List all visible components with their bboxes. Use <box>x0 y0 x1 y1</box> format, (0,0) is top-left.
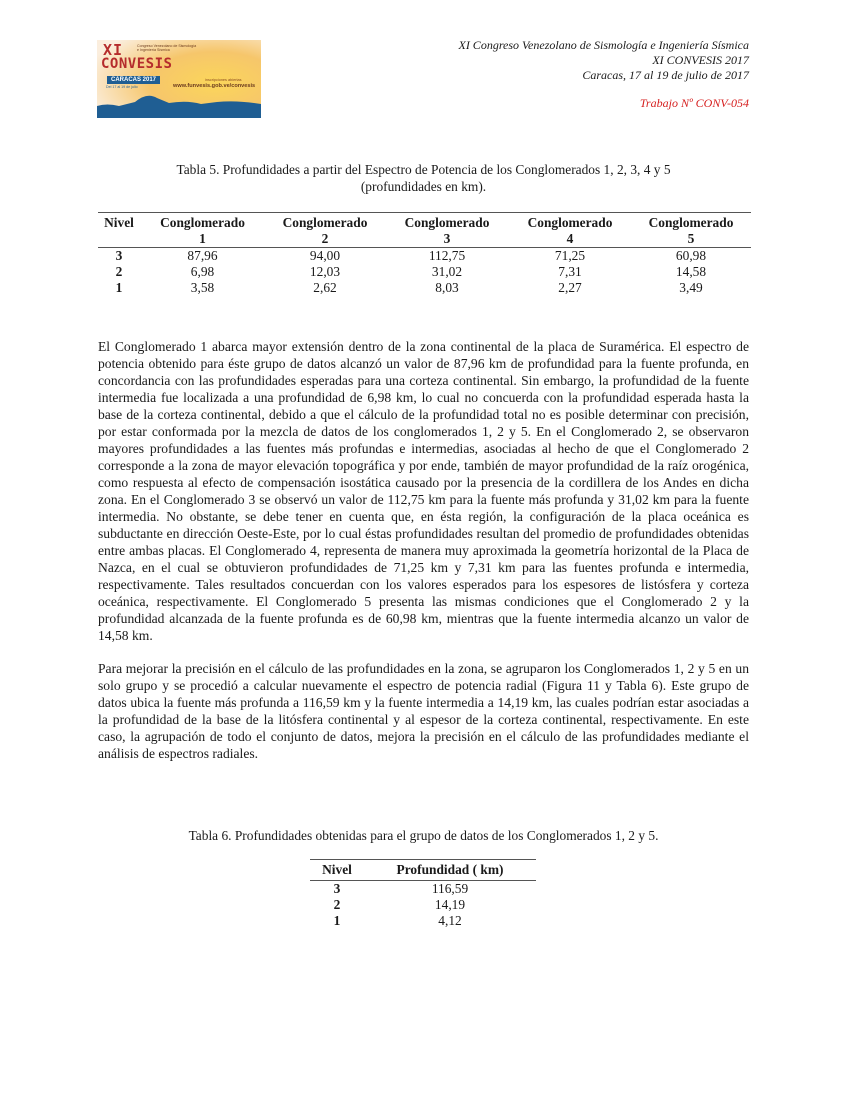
body-text <box>98 338 749 778</box>
table-row <box>310 897 536 913</box>
table6-header-cell: Profundidad ( km) <box>396 862 504 877</box>
header-place-date: Caracas, 17 al 19 de julio de 2017 <box>582 68 749 82</box>
table5-header-cell: Conglomerado 3 <box>404 215 490 246</box>
table-row <box>98 248 751 265</box>
table6-cell: 14,19 <box>434 897 466 912</box>
table5-header-cell: Conglomerado 1 <box>160 215 245 246</box>
table5-cell: 14,58 <box>675 264 707 279</box>
table5-cell: 2 <box>115 264 123 279</box>
table5-caption-line2: (profundidades en km). <box>360 179 487 194</box>
logo-dates: Del 17 al 19 de julio <box>106 85 138 89</box>
table5-cell: 71,25 <box>554 248 586 263</box>
table5-cell: 112,75 <box>428 248 466 263</box>
header-work-code: Trabajo Nº CONV-054 <box>639 96 749 110</box>
page-header <box>458 38 749 111</box>
table-row <box>310 881 536 898</box>
logo-city-badge: CARACAS 2017 <box>107 76 160 84</box>
table5-cell: 60,98 <box>675 248 707 263</box>
header-edition: XI CONVESIS 2017 <box>652 53 749 67</box>
table5-cell: 6,98 <box>190 264 215 279</box>
table6-header-row <box>310 860 536 881</box>
table6-header-cell: Nivel <box>322 862 352 877</box>
convesis-logo <box>97 40 261 118</box>
table-row <box>98 280 751 296</box>
logo-inscriptions: inscripciones abiertas <box>205 78 242 82</box>
paragraph: Para mejorar la precisión en el cálculo de las profundidades en la zona, se agruparon los Conglomerados 1, 2 y 5 en un solo grupo y se procedió a calcular nuevamente el espectro de potencia radial (Figura 11 y Tabla 6). Este grupo de datos ubica la fuente más profunda a 116,59 km y la fuente intermedia a 14,19 km, las cuales podrían estar asociadas a la profundidad de la base de la litósfera continental y al espesor de la corteza continental, respectivamente. En este caso, la agrupación de todo el conjunto de datos, mejora la precisión en el cálculo de las profundidades mediante el análisis de espectros radiales. <box>98 661 749 761</box>
table5-cell: 7,31 <box>558 264 582 279</box>
table5-caption-line1: Tabla 5. Profundidades a partir del Espectro de Potencia de los Conglomerados 1, 2, 3, 4 y 5 <box>176 162 671 177</box>
table-row <box>310 913 536 929</box>
table6-cell: 1 <box>333 913 341 928</box>
table5-header-cell: Nivel <box>104 215 134 230</box>
table5-cell: 3,49 <box>679 280 703 295</box>
table5-cell: 94,00 <box>309 248 341 263</box>
table5-caption <box>98 161 749 195</box>
table5-header-cell: Conglomerado 5 <box>648 215 734 246</box>
logo-roman-numeral: XI <box>103 41 124 59</box>
logo-tagline: Congreso Venezolano de Sismología e Ingeniería Sísmica <box>137 44 197 53</box>
table6-cell: 4,12 <box>438 913 462 928</box>
table6-caption: Tabla 6. Profundidades obtenidas para el grupo de datos de los Conglomerados 1, 2 y 5. <box>188 828 659 843</box>
table5-cell: 2,62 <box>313 280 337 295</box>
table5-header-row <box>98 213 751 248</box>
table5-header-cell: Conglomerado 2 <box>282 215 368 246</box>
table5-header-cell: Conglomerado 4 <box>527 215 613 246</box>
table5-cell: 3,58 <box>190 280 215 295</box>
table5-cell: 1 <box>115 280 123 295</box>
logo-wordmark: CONVESIS <box>101 56 173 72</box>
table5-cell: 87,96 <box>187 248 218 263</box>
header-congress: XI Congreso Venezolano de Sismología e Ingeniería Sísmica <box>458 38 749 52</box>
table5-cell: 31,02 <box>431 264 463 279</box>
table6 <box>310 859 536 929</box>
table5 <box>98 212 751 296</box>
table5-cell: 3 <box>115 248 123 263</box>
table6-cell: 116,59 <box>431 881 469 896</box>
table-row <box>98 264 751 280</box>
table6-cell: 2 <box>333 897 341 912</box>
table5-cell: 8,03 <box>435 280 459 295</box>
table5-cell: 2,27 <box>558 280 582 295</box>
table5-cell: 12,03 <box>309 264 341 279</box>
paragraph: El Conglomerado 1 abarca mayor extensión dentro de la zona continental de la placa de Suramérica. El espectro de potencia obtenido para éste grupo de datos alcanzó un valor de 87,96 km de profundidad para la fuente profunda, en concordancia con las profundidades esperadas para una corteza continental. Sin embargo, la profundidad de la fuente intermedia fue localizada a una profundidad de 6,98 km, lo cual no concuerda con la profundidad esperada hasta la base de la corteza continental, debido a que el cálculo de la profundidad total no es posible determinar con precisión, por estar conformada por la mezcla de datos de los conglomerados 1, 2 y 5. En el Conglomerado 2, se observaron mayores profundidades a las fuentes más profundas e intermedias, asociadas al hecho de que el Conglomerado 2 corresponde a la zona de mayor elevación topográfica y por ende, también de mayor profundidad de la raíz orogénica, como respuesta al efecto de compensación isostática causado por la presencia de la cordillera de los Andes en dicha zona. En el Conglomerado 3 se observó un valor de 112,75 km para la fuente más profunda y 31,02 km para la fuente intermedia. No obstante, se debe tener en cuenta que, en ésta región, la configuración de la placa oceánica es subductante en dirección Oeste-Este, por lo cual éstas profundidades resultan del promedio de profundidades obtenidas entre ambas placas. El Conglomerado 4, representa de manera muy aproximada la geometría horizontal de la Placa de Nazca, en el cual se obtuvieron profundidades de 71,25 km y 7,31 km para las fuentes profunda e intermedia, respectivamente. Tales resultados concuerdan con los valores esperados para los espesores de listósfera y corteza oceánica, respectivamente. El Conglomerado 5 presenta las mismas condiciones que el Conglomerado 2 y la profundidad alcanzada de la fuente profunda es de 60,98 km, mientras que la fuente intermedia alcanzo un valor de 14,58 km. <box>98 339 749 643</box>
logo-url: www.funvesis.gob.ve/convesis <box>173 83 256 89</box>
table6-cell: 3 <box>333 881 341 896</box>
